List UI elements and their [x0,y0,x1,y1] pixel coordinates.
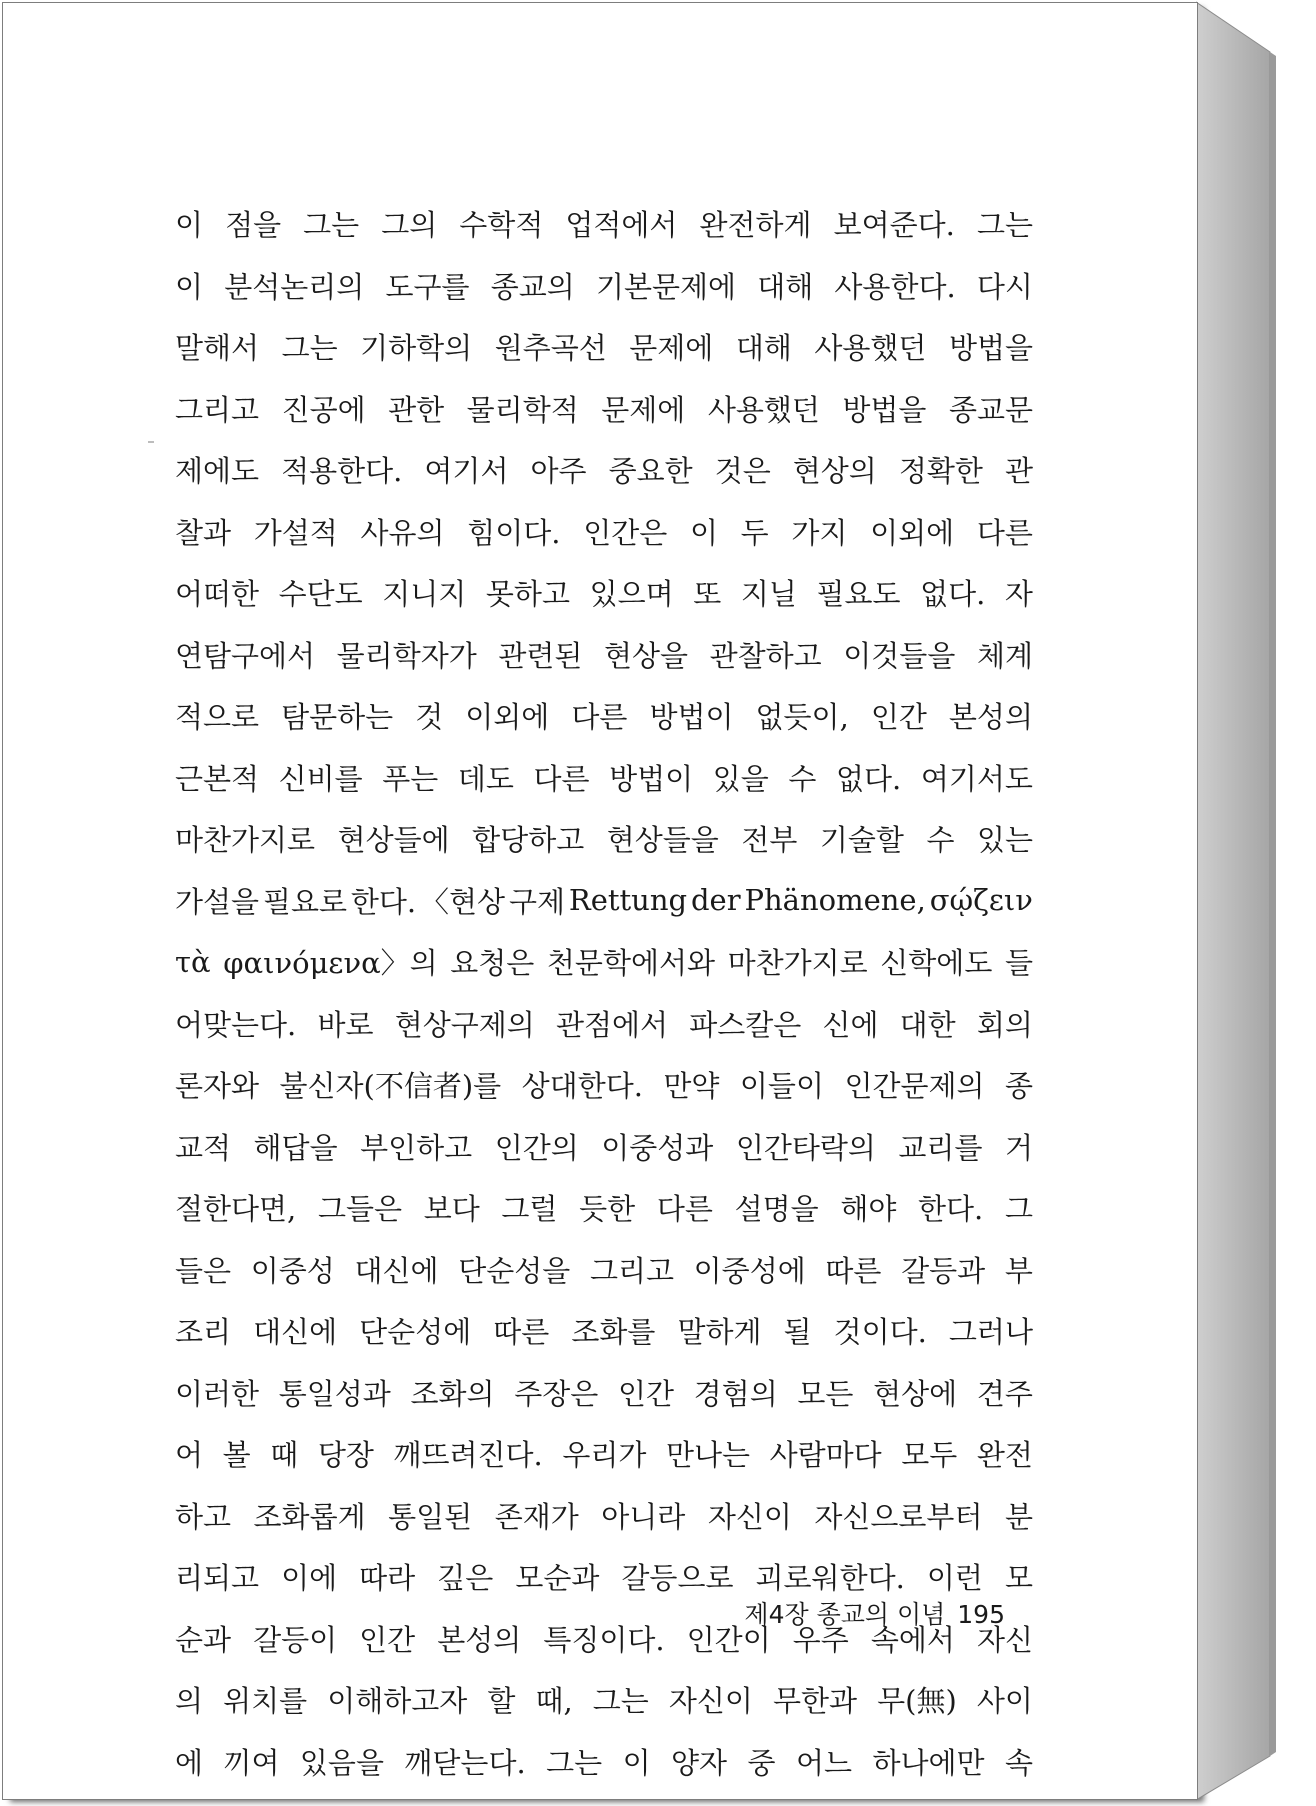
word: 구제 [508,884,565,919]
word: 지닐 [740,577,797,612]
word: 주장은 [514,1376,599,1411]
word: 탐문하는 [281,700,394,735]
word: 순과 [175,1622,232,1657]
word: 물리학적 [466,392,579,427]
word: 방법이 [649,700,734,735]
word: 부인하고 [360,1130,473,1165]
word: 있을 [712,761,769,796]
word: 이중성에 [693,1253,806,1288]
word: 듯한 [579,1192,636,1227]
word: 진공에 [281,392,366,427]
word: 요청은 [450,946,535,981]
word: 관련된 [498,638,583,673]
word: 보다 [423,1192,480,1227]
book-edge [1196,0,1316,1806]
word: 속 [1004,1745,1033,1780]
word: σῴζειν [929,883,1033,918]
word: 지니지 [382,577,467,612]
word: 모 [1004,1561,1033,1596]
word: 문제에 [601,392,686,427]
word: 있음을 [299,1745,384,1780]
word: der [690,883,741,918]
word: 대해 [757,269,814,304]
word: 기술할 [819,823,904,858]
word: Rettung [568,883,688,918]
word: 보여준다. [833,208,955,243]
text-line [175,993,1033,1055]
word: 절한다면, [175,1192,297,1227]
word: 분 [1004,1499,1033,1534]
word: 양자 [671,1745,728,1780]
word: 원추곡선 [494,331,607,366]
word: 상대한다. [521,1069,643,1104]
word: 못하고 [485,577,570,612]
text-line [175,624,1033,686]
word: 하고 [175,1499,232,1534]
word: 수 [788,761,817,796]
text-line [175,1731,1033,1793]
word: 이중성 [250,1253,335,1288]
text-line [175,747,1033,809]
word: 갈등과 [901,1253,986,1288]
word: 사이 [976,1684,1033,1719]
word: 자신이 [707,1499,792,1534]
word: 바로 [317,1007,374,1042]
word: 이 [689,515,718,550]
scan-speck [148,441,154,443]
word: 경험의 [693,1376,778,1411]
text-line [175,316,1033,378]
word: 본성의 [437,1622,522,1657]
word: 기본문제에 [595,269,737,304]
word: 또 [693,577,722,612]
word: 관찰하고 [709,638,822,673]
word: 이해하고자 [327,1684,468,1719]
word: 조화롭게 [253,1499,366,1534]
word: 파스칼은 [689,1007,802,1042]
word: 방법을 [842,392,927,427]
word: 들은 [175,1253,232,1288]
word: 대신에 [253,1315,338,1350]
word: 합당하고 [472,823,585,858]
word: 연탐구에서 [175,638,316,673]
word: 따른 [825,1253,882,1288]
word: 마찬가지로 [727,946,868,981]
word: 아니라 [601,1499,686,1534]
word: 여기서 [424,454,509,489]
word: 조화의 [410,1376,495,1411]
text-line [175,1300,1033,1362]
book-edge-graphic [1196,0,1316,1806]
word: 어맞는다. [175,1007,297,1042]
word: 이외에 [465,700,550,735]
word: 에 [175,1745,204,1780]
word: 우리가 [562,1438,647,1473]
word: 현상들을 [606,823,719,858]
word: 따른 [493,1315,550,1350]
word: 종교의 [490,269,575,304]
word: 그는 [546,1745,603,1780]
text-line [175,255,1033,317]
word: 견주 [976,1376,1033,1411]
word: 필요도 [816,577,901,612]
word: 단순성에 [359,1315,472,1350]
word: 물리학자가 [336,638,477,673]
word: 본성의 [948,700,1033,735]
word: 만약 [663,1069,720,1104]
word: 갈등으로 [621,1561,734,1596]
word: 것이다. [833,1315,927,1350]
word: 그럴 [501,1192,558,1227]
word: 것 [415,700,444,735]
word: 적용한다. [281,454,403,489]
word: 가지 [791,515,848,550]
word: 교리를 [898,1130,983,1165]
word: 인간 [359,1622,416,1657]
word: 힘이다. [467,515,561,550]
word: 단순성을 [458,1253,571,1288]
word: 마찬가지로 [175,823,316,858]
word: 사용했던 [814,331,927,366]
word: 특징이다. [543,1622,665,1657]
word: Phänomene, [744,883,926,918]
word: 대해 [735,331,792,366]
word: 현상들에 [337,823,450,858]
word: 때, [535,1684,573,1719]
word: 이외에 [870,515,955,550]
word: 점을 [225,208,282,243]
word: 관 [1004,454,1033,489]
word: 없다. [920,577,986,612]
word: 적으로 [175,700,260,735]
text-line [175,562,1033,624]
word: 그 [1004,1192,1033,1227]
word: 수 [926,823,955,858]
word: 인간타락의 [735,1130,876,1165]
word: 말해서 [175,331,260,366]
word: 그는 [281,331,338,366]
word: 인간 [870,700,927,735]
text-line [175,1362,1033,1424]
word: 도구를 [385,269,470,304]
word: 될 [783,1315,812,1350]
word: 괴로워한다. [755,1561,905,1596]
word: 깨닫는다. [404,1745,526,1780]
word: 현상을 [603,638,689,673]
word: 자신 [976,1622,1033,1657]
word: 모든 [797,1376,854,1411]
text-line [175,193,1033,255]
word: 해답을 [253,1130,338,1165]
word: 현상의 [792,454,877,489]
word: 이런 [926,1561,983,1596]
word: 하나에만 [872,1745,985,1780]
text-line [175,1485,1033,1547]
word: 찰과 [175,515,232,550]
text-line [175,1239,1033,1301]
word: 여기서도 [920,761,1033,796]
word: 인간은 [583,515,668,550]
running-footer [744,1595,1005,1631]
text-line [175,439,1033,501]
word: 대한 [899,1007,956,1042]
body-text [175,193,1033,1792]
word: 통일성과 [278,1376,391,1411]
word: 불신자(不信者)를 [279,1069,502,1104]
text-line [175,1423,1033,1485]
word: 아주 [530,454,587,489]
word: 사유의 [360,515,445,550]
word: 인간 [617,1376,674,1411]
word: 그러나 [948,1315,1033,1350]
word: 관한 [388,392,445,427]
word: 이것들을 [843,638,956,673]
word: 우주 [792,1622,849,1657]
word: 분석논리의 [224,269,365,304]
text-line [175,870,1033,932]
word: 그는 [592,1684,649,1719]
word: φαινόμενα〉의 [223,946,438,981]
word: 따라 [359,1561,416,1596]
word: 교적 [175,1130,232,1165]
word: 모순과 [515,1561,600,1596]
word: 그들은 [317,1192,403,1227]
word: 그리고 [175,392,260,427]
word: 사용한다. [834,269,956,304]
word: 데도 [457,761,514,796]
text-line [175,685,1033,747]
word: 종 [1004,1069,1033,1104]
page-number: 195 [957,1600,1005,1629]
word: 한다. [918,1192,984,1227]
word: 종교문 [948,392,1033,427]
word: 론자와 [175,1069,260,1104]
word: τὰ [175,944,211,979]
word: 두 [740,515,769,550]
word: 체계 [976,638,1033,673]
word: 모두 [901,1438,958,1473]
word: 들 [1004,946,1033,981]
word: 속에서 [870,1622,955,1657]
word: 있는 [976,823,1033,858]
text-line [175,1669,1033,1731]
word: 기하학의 [360,331,473,366]
chapter-title: 제4장 종교의 이념 [744,1600,946,1629]
word: 중요한 [608,454,693,489]
word: 푸는 [382,761,439,796]
word: 조리 [175,1315,232,1350]
word: 방법이 [609,761,694,796]
word: 이 [175,269,204,304]
word: 대신에 [354,1253,439,1288]
word: 그의 [381,208,438,243]
word: 이러한 [175,1376,260,1411]
word: 필요로 [262,884,347,919]
word: 있으며 [589,577,674,612]
word: 천문학에서와 [546,946,716,981]
word: 완전하게 [699,208,812,243]
word: 이중성과 [601,1130,714,1165]
word: 만나는 [665,1438,751,1473]
word: 완전 [976,1438,1033,1473]
word: 인간의 [494,1130,579,1165]
book-page [2,2,1198,1800]
word: 회의 [976,1007,1033,1042]
word: 신학에도 [880,946,993,981]
word: 다른 [976,515,1033,550]
word: 어느 [795,1745,852,1780]
word: 현상에 [873,1376,958,1411]
text-line [175,808,1033,870]
word: 전부 [741,823,798,858]
word: 깨뜨려진다. [393,1438,543,1473]
word: 신에 [822,1007,879,1042]
word: 이에 [281,1561,338,1596]
word: 근본적 [175,761,260,796]
word: 없듯이, [755,700,849,735]
word: 자신으로부터 [814,1499,983,1534]
word: 정확한 [898,454,983,489]
word: 해야 [840,1192,897,1227]
word: 인간문제의 [844,1069,985,1104]
word: 말하게 [677,1315,762,1350]
text-line [175,1054,1033,1116]
word: 문제에 [629,331,714,366]
word: 신비를 [278,761,363,796]
word: 이 [622,1745,651,1780]
word: 존재가 [494,1499,579,1534]
word: 깊은 [437,1561,494,1596]
word: 리되고 [175,1561,260,1596]
word: 끼여 [223,1745,280,1780]
word: 무(無) [877,1684,957,1719]
word: 사람마다 [769,1438,882,1473]
word: 없다. [836,761,902,796]
word: 설명을 [734,1192,819,1227]
word: 조화를 [571,1315,656,1350]
text-line [175,1116,1033,1178]
word: 것은 [714,454,771,489]
word: 할 [487,1684,516,1719]
word: 다시 [976,269,1033,304]
word: 통일된 [388,1499,473,1534]
word: 이들이 [739,1069,824,1104]
text-line [175,931,1033,993]
word: 한다. [350,884,417,919]
word: 인간이 [686,1622,771,1657]
word: 관점에서 [555,1007,669,1042]
word: 〈현상 [420,884,506,919]
word: 가설적 [253,515,338,550]
word: 무한과 [773,1684,858,1719]
word: 그리고 [589,1253,674,1288]
word: 수단도 [278,577,363,612]
word: 거 [1004,1130,1033,1165]
word: 이 [175,208,204,243]
word: 다른 [571,700,628,735]
word: 부 [1004,1253,1033,1288]
text-line [175,378,1033,440]
word: 갈등이 [253,1622,338,1657]
word: 볼 [222,1438,251,1473]
word: 위치를 [223,1684,308,1719]
word: 어떠한 [175,577,260,612]
word: 중 [747,1745,776,1780]
word: 수학적 [459,208,544,243]
word: 자 [1004,577,1033,612]
word: 자신이 [668,1684,753,1719]
text-line [175,1177,1033,1239]
text-line [175,501,1033,563]
word: 다른 [533,761,590,796]
word: 제에도 [175,454,260,489]
word: 그는 [976,208,1033,243]
word: 업적에서 [565,208,678,243]
word: 어 [175,1438,204,1473]
word: 방법을 [948,331,1033,366]
word: 다른 [656,1192,713,1227]
word: 가설을 [175,884,260,919]
word: 때 [270,1438,299,1473]
word: 현상구제의 [394,1007,535,1042]
word: 그는 [303,208,360,243]
word: 의 [175,1684,204,1719]
word: 사용했던 [707,392,820,427]
word: 당장 [317,1438,374,1473]
